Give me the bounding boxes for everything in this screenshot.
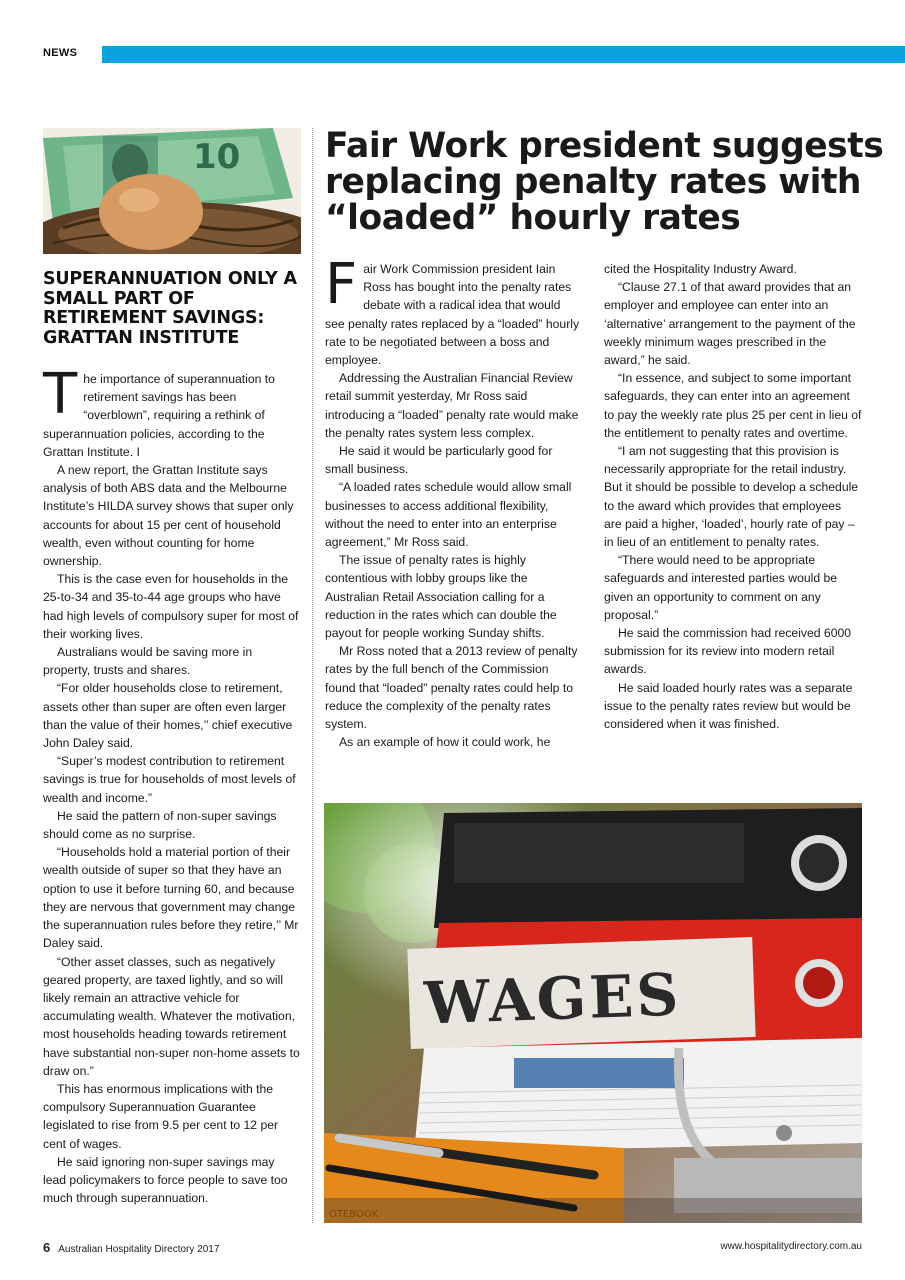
section-accent-bar — [102, 46, 905, 63]
page-number: 6 — [43, 1240, 51, 1255]
sidebar-dropcap: T — [43, 362, 78, 427]
column-divider — [312, 128, 313, 1223]
section-label: NEWS — [43, 47, 78, 59]
main-paragraph: “Clause 27.1 of that award provides that an employer and employee can enter into an ‘alternative’ arrangement to the payment of the weekly minimum wages prescribed in the award,” he said. — [604, 280, 856, 368]
sidebar-article-body — [43, 362, 300, 1207]
sidebar-paragraph: “Households hold a material portion of their wealth outside of super so that they have an option to use it before turning 60, and because they are nervous that government may change the superannuation rules before they retire,’’ Mr Daley said. — [43, 845, 299, 951]
sidebar-paragraph: “Other asset classes, such as negatively geared property, are taxed lightly, and so will likely remain an attractive vehicle for accumulating wealth. Whatever the motivation, most households heading towards retirement have substantial non-super non-home assets to draw on.” — [43, 954, 300, 1078]
main-paragraph: “I am not suggesting that this provision is necessarily appropriate for the retail industry. But it should be possible to develop a schedule to the award which provides that employees are paid a higher, ‘loaded’, hourly rate of pay – in lieu of an entitlement to penalty rates. — [604, 444, 859, 550]
main-paragraph: Addressing the Australian Financial Review retail summit yesterday, Mr Ross said introducing a “loaded” penalty rate would make the penalty rates system less complex. — [325, 371, 579, 440]
main-paragraph: “There would need to be appropriate safeguards and interested parties would be given an opportunity to comment on any proposal.” — [604, 553, 838, 622]
main-paragraph: “A loaded rates schedule would allow small businesses to access additional flexibility, without the need to enter into an enterprise agreement,” Mr Ross said. — [325, 480, 572, 550]
main-lead-text: air Work Commission president Iain Ross has bought into the penalty rates debate with a radical idea that would see penalty rates replaced by a “loaded” hourly rate to be negotiated between a boss and employee. — [325, 262, 580, 368]
money-nest-egg-image — [43, 128, 301, 254]
sidebar-paragraph: This is the case even for households in the 25-to-34 and 35-to-44 age groups who have had high levels of compulsory super for most of their working lives. — [43, 572, 299, 641]
sidebar-paragraph: “Super’s modest contribution to retirement savings is true for households of most levels of wealth and income.” — [43, 754, 296, 805]
sidebar-paragraph: He said the pattern of non-super savings should come as no surprise. — [43, 808, 277, 842]
wages-binder-image — [324, 803, 862, 1223]
footer-publication — [43, 1240, 219, 1255]
svg-text:10: 10 — [193, 137, 241, 177]
main-paragraph: The issue of penalty rates is highly contentious with lobby groups like the Australian Retail Association calling for a reduction in the rates which can double the payout for people working Sunday shifts. — [325, 553, 557, 641]
main-paragraph: He said loaded hourly rates was a separate issue to the penalty rates review but would be considered when it was finished. — [604, 680, 853, 732]
money-nest-egg-icon — [43, 128, 301, 254]
sidebar-paragraph: A new report, the Grattan Institute says analysis of both ABS data and the Melbourne Institute’s HILDA survey shows that super only accounts for about 15 per cent of household wealth, even without counting for home ownership. — [43, 463, 294, 569]
binder-label-text: WAGES — [423, 960, 683, 1038]
main-paragraph: As an example of how it could work, he — [339, 735, 551, 750]
footer-url: www.hospitalitydirectory.com.au — [720, 1241, 862, 1252]
main-article-column-1 — [325, 252, 581, 751]
main-paragraph: He said it would be particularly good for small business. — [325, 444, 553, 477]
main-paragraph: Mr Ross noted that a 2013 review of penalty rates by the full bench of the Commission found that “loaded” penalty rates could help to reduce the complexity of the penalty rates system. — [325, 644, 578, 732]
main-paragraph-continued: cited the Hospitality Industry Award. — [604, 262, 797, 276]
sidebar-paragraph: “For older households close to retirement, assets other than super are often even larger than the value of their homes,’’ chief executive John Daley said. — [43, 681, 293, 751]
sidebar-headline: SUPERANNUATION ONLY A SMALL PART OF RETIREMENT SAVINGS: GRATTAN INSTITUTE — [43, 269, 297, 348]
main-headline: Fair Work president suggests replacing penalty rates with “loaded” hourly rates — [325, 126, 884, 238]
main-paragraph: “In essence, and subject to some important safeguards, they can enter into an agreement to pay the weekly rate plus 25 per cent in lieu of the entitlement to penalty rates and overtime. — [604, 371, 862, 440]
wages-binder-icon — [324, 803, 862, 1223]
main-article-column-2 — [604, 260, 862, 733]
sidebar-lead-text: he importance of superannuation to retirement savings has been “overblown”, requiring a rethink of superannuation policies, according to the Grattan Institute. I — [43, 372, 275, 459]
main-dropcap: F — [325, 252, 358, 317]
notebook-text: OTEBOOK — [329, 1209, 379, 1220]
sidebar-paragraph: This has enormous implications with the compulsory Superannuation Guarantee legislated to rise from 9.5 per cent to 12 per cent of wages. — [43, 1081, 279, 1151]
sidebar-paragraph: Australians would be saving more in property, trusts and shares. — [43, 645, 253, 678]
sidebar-paragraph: He said ignoring non-super savings may lead policymakers to force people to save too much through superannuation. — [43, 1154, 288, 1206]
publication-name: Australian Hospitality Directory 2017 — [58, 1244, 220, 1255]
main-lead-paragraph — [325, 252, 581, 369]
main-paragraph: He said the commission had received 6000 submission for its review into modern retail awards. — [604, 626, 852, 677]
sidebar-lead-paragraph — [43, 362, 300, 461]
